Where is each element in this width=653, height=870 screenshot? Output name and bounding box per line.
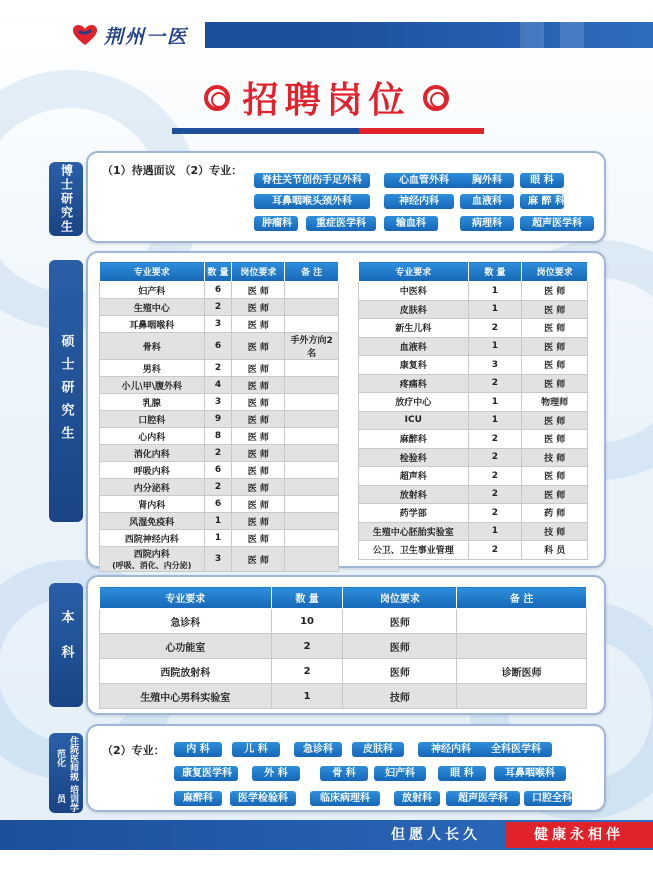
table-cell: 医 师 xyxy=(522,467,588,486)
table-cell: 医 师 xyxy=(232,428,285,445)
table-cell: 西院放射科 xyxy=(100,659,272,684)
table-row xyxy=(359,282,588,301)
specialty-tag: 眼 科 xyxy=(520,173,564,188)
phd-label: 博士研究生 xyxy=(59,164,74,234)
table-cell: 皮肤科 xyxy=(359,300,469,319)
table-cell xyxy=(285,394,339,411)
table-cell xyxy=(457,684,587,709)
table-cell: 康复科 xyxy=(359,356,469,375)
table-row xyxy=(100,530,339,547)
table-cell: 1 xyxy=(468,300,522,319)
table-cell: 放射科 xyxy=(359,485,469,504)
table-cell: 风湿免疫科 xyxy=(100,513,205,530)
table-cell: 急诊科 xyxy=(100,609,272,634)
specialty-tag: 外 科 xyxy=(252,766,300,781)
table-cell: 1 xyxy=(204,513,232,530)
column-header: 岗位要求 xyxy=(232,262,285,282)
resident-label-sub: 培训学员 xyxy=(55,785,78,813)
table-cell: 6 xyxy=(204,282,232,299)
table-cell: 麻醉科 xyxy=(359,430,469,449)
title-underline-blue xyxy=(172,128,359,134)
table-cell: 3 xyxy=(204,394,232,411)
table-row xyxy=(100,479,339,496)
table-row xyxy=(359,411,588,430)
table-cell: 内分泌科 xyxy=(100,479,205,496)
table-row xyxy=(100,496,339,513)
table-cell-subnote: (呼吸、消化、内分泌) xyxy=(112,561,192,570)
column-header: 专业要求 xyxy=(100,587,272,609)
table-cell: 耳鼻咽喉科 xyxy=(100,316,205,333)
specialty-tag: 神经内科 xyxy=(384,194,454,209)
master-panel xyxy=(86,251,606,568)
table-cell: 男科 xyxy=(100,360,205,377)
footer-margin xyxy=(0,850,653,870)
table-row xyxy=(359,393,588,412)
table-cell: 6 xyxy=(204,462,232,479)
table-row xyxy=(359,448,588,467)
table-row xyxy=(359,467,588,486)
table-cell: 2 xyxy=(271,659,343,684)
table-cell: 2 xyxy=(204,445,232,462)
column-header: 数 量 xyxy=(271,587,343,609)
table-cell: 2 xyxy=(204,299,232,316)
table-row xyxy=(100,445,339,462)
table-row xyxy=(100,316,339,333)
table-cell: 2 xyxy=(468,485,522,504)
table-cell: 心内科 xyxy=(100,428,205,445)
table-row xyxy=(100,333,339,360)
specialty-tag: 麻醉科 xyxy=(174,791,222,806)
table-cell: 医 师 xyxy=(522,282,588,301)
table-cell: 技 师 xyxy=(522,448,588,467)
specialty-tag: 胸外科 xyxy=(460,173,514,188)
section-label-resident xyxy=(49,733,83,813)
table-cell: 8 xyxy=(204,428,232,445)
table-cell: 药学部 xyxy=(359,504,469,523)
table-cell: 乳腺 xyxy=(100,394,205,411)
specialty-tag: 临床病理科 xyxy=(310,791,380,806)
table-row xyxy=(359,319,588,338)
specialty-tag: 麻 醉 科 xyxy=(520,194,564,209)
bachelor-panel xyxy=(86,575,606,715)
table-row xyxy=(100,634,587,659)
table-cell: 医 师 xyxy=(232,530,285,547)
table-cell xyxy=(285,445,339,462)
hospital-name: 荆州一医 xyxy=(104,25,189,48)
table-cell xyxy=(285,299,339,316)
table-row xyxy=(359,485,588,504)
table-cell: 医 师 xyxy=(232,333,285,360)
table-cell: 医 师 xyxy=(522,374,588,393)
table-row xyxy=(100,282,339,299)
table-cell: 诊断医师 xyxy=(457,659,587,684)
resident-panel xyxy=(86,724,606,812)
table-row xyxy=(100,428,339,445)
table-cell: 生殖中心胚胎实验室 xyxy=(359,522,469,541)
table-cell xyxy=(285,411,339,428)
table-cell: 超声科 xyxy=(359,467,469,486)
specialty-tag: 口腔全科 xyxy=(524,791,572,806)
table-row xyxy=(100,659,587,684)
table-cell: 医 师 xyxy=(522,356,588,375)
table-cell: 心功能室 xyxy=(100,634,272,659)
heart-logo-icon xyxy=(72,24,98,46)
table-cell: 骨科 xyxy=(100,333,205,360)
specialty-tag: 儿 科 xyxy=(232,742,280,757)
table-cell: 医 师 xyxy=(522,319,588,338)
table-cell: 1 xyxy=(204,530,232,547)
slogan-right: 健康永相伴 xyxy=(505,822,653,848)
table-cell: 医 师 xyxy=(522,485,588,504)
table-cell: 医 师 xyxy=(232,496,285,513)
table-cell: 1 xyxy=(468,337,522,356)
table-row xyxy=(100,684,587,709)
specialty-tag: 医学检验科 xyxy=(230,791,296,806)
specialty-tag: 全科医学科 xyxy=(480,742,552,757)
resident-label-main: 住院医师规范化 xyxy=(55,735,78,781)
table-cell: 医 师 xyxy=(232,445,285,462)
table-cell: 1 xyxy=(468,522,522,541)
table-cell xyxy=(285,479,339,496)
specialty-tag: 急诊科 xyxy=(294,742,342,757)
table-cell xyxy=(457,634,587,659)
table-row xyxy=(100,394,339,411)
circle-ornament-icon xyxy=(204,85,230,111)
table-cell: 医 师 xyxy=(232,479,285,496)
table-cell: 消化内科 xyxy=(100,445,205,462)
table-cell: 科 员 xyxy=(522,541,588,560)
table-cell: ICU xyxy=(359,411,469,430)
table-cell: 生殖中心男科实验室 xyxy=(100,684,272,709)
table-cell: 生殖中心 xyxy=(100,299,205,316)
specialty-tag: 骨 科 xyxy=(320,766,368,781)
table-cell: 西院内科 (呼吸、消化、内分泌) xyxy=(100,547,205,572)
column-header: 专业要求 xyxy=(359,262,469,282)
column-header: 备 注 xyxy=(285,262,339,282)
phd-panel xyxy=(86,151,606,243)
table-cell: 医 师 xyxy=(232,316,285,333)
table-row xyxy=(359,300,588,319)
specialty-tag: 病理科 xyxy=(460,216,514,231)
table-cell: 1 xyxy=(271,684,343,709)
hospital-logo xyxy=(72,22,188,48)
table-cell xyxy=(285,462,339,479)
table-cell: 检验科 xyxy=(359,448,469,467)
table-cell: 3 xyxy=(204,316,232,333)
banner-stripe xyxy=(520,22,544,48)
slogan-left: 但愿人长久 xyxy=(391,827,481,843)
table-cell xyxy=(457,609,587,634)
table-cell xyxy=(285,428,339,445)
specialty-tag: 肿瘤科 xyxy=(254,216,298,231)
table-cell xyxy=(285,282,339,299)
table-cell: 1 xyxy=(468,411,522,430)
table-cell: 呼吸内科 xyxy=(100,462,205,479)
table-cell: 医师 xyxy=(343,609,457,634)
master-label: 硕士研究生 xyxy=(58,333,74,449)
table-cell: 10 xyxy=(271,609,343,634)
table-cell: 3 xyxy=(468,356,522,375)
table-cell: 医 师 xyxy=(232,513,285,530)
master-table-right xyxy=(358,261,588,560)
specialty-tag: 妇产科 xyxy=(374,766,426,781)
specialty-tag: 放射科 xyxy=(394,791,440,806)
table-row xyxy=(359,337,588,356)
bachelor-label: 本科 xyxy=(58,610,74,680)
specialty-tag: 心血管外科 xyxy=(384,173,464,188)
table-cell: 公卫、卫生事业管理 xyxy=(359,541,469,560)
table-cell: 3 xyxy=(204,547,232,572)
specialty-tag: 超声医学科 xyxy=(446,791,520,806)
table-cell: 放疗中心 xyxy=(359,393,469,412)
table-cell: 医 师 xyxy=(232,282,285,299)
banner-stripe xyxy=(560,22,584,48)
table-cell: 4 xyxy=(204,377,232,394)
table-cell: 2 xyxy=(468,541,522,560)
table-cell: 2 xyxy=(204,479,232,496)
table-cell: 2 xyxy=(468,504,522,523)
table-cell xyxy=(285,377,339,394)
specialty-tag: 超声医学科 xyxy=(520,216,594,231)
table-row xyxy=(359,374,588,393)
table-row xyxy=(100,360,339,377)
specialty-tag: 耳鼻咽喉头颈外科 xyxy=(254,194,370,209)
table-cell: 医 师 xyxy=(522,411,588,430)
specialty-tag: 输血科 xyxy=(384,216,438,231)
table-cell: 小儿\甲\腹外科 xyxy=(100,377,205,394)
table-row xyxy=(359,356,588,375)
table-cell: 2 xyxy=(468,319,522,338)
title-text: 招聘岗位 xyxy=(242,79,411,121)
table-cell: 肾内科 xyxy=(100,496,205,513)
table-cell: 技 师 xyxy=(522,522,588,541)
table-cell: 医 师 xyxy=(232,411,285,428)
table-cell: 技师 xyxy=(343,684,457,709)
specialty-tag: 内 科 xyxy=(174,742,222,757)
table-row xyxy=(359,541,588,560)
specialty-tag: 耳鼻咽喉科 xyxy=(494,766,566,781)
section-label-bachelor xyxy=(49,583,83,707)
table-row xyxy=(100,462,339,479)
bachelor-table xyxy=(99,586,587,709)
table-cell: 6 xyxy=(204,496,232,513)
table-cell: 9 xyxy=(204,411,232,428)
table-cell: 疼痛科 xyxy=(359,374,469,393)
table-cell: 2 xyxy=(271,634,343,659)
table-cell xyxy=(285,496,339,513)
column-header: 岗位要求 xyxy=(522,262,588,282)
column-header: 数 量 xyxy=(204,262,232,282)
table-row xyxy=(100,411,339,428)
specialty-tag: 脊柱关节创伤手足外科 xyxy=(254,173,370,188)
table-row xyxy=(359,430,588,449)
table-cell: 医 师 xyxy=(232,547,285,572)
table-cell: 6 xyxy=(204,333,232,360)
table-cell: 口腔科 xyxy=(100,411,205,428)
specialty-tag: 血液科 xyxy=(460,194,514,209)
table-cell: 物理师 xyxy=(522,393,588,412)
specialty-tag: 眼 科 xyxy=(438,766,486,781)
specialty-tag: 皮肤科 xyxy=(352,742,404,757)
table-cell: 西院神经内科 xyxy=(100,530,205,547)
table-cell: 中医科 xyxy=(359,282,469,301)
column-header: 数 量 xyxy=(468,262,522,282)
table-row xyxy=(100,299,339,316)
table-row xyxy=(100,513,339,530)
table-cell xyxy=(285,530,339,547)
table-cell: 2 xyxy=(468,448,522,467)
specialty-tag: 重症医学科 xyxy=(306,216,376,231)
table-cell: 医 师 xyxy=(522,300,588,319)
page-title xyxy=(204,72,448,123)
table-cell: 2 xyxy=(468,430,522,449)
column-header: 备 注 xyxy=(457,587,587,609)
table-row xyxy=(100,609,587,634)
table-cell: 医 师 xyxy=(232,394,285,411)
table-row xyxy=(359,522,588,541)
table-cell: 2 xyxy=(204,360,232,377)
table-cell: 医 师 xyxy=(522,430,588,449)
table-cell: 医师 xyxy=(343,659,457,684)
column-header: 岗位要求 xyxy=(343,587,457,609)
table-row xyxy=(100,377,339,394)
column-header: 专业要求 xyxy=(100,262,205,282)
table-cell: 2 xyxy=(468,467,522,486)
table-cell xyxy=(285,360,339,377)
table-cell xyxy=(285,513,339,530)
circle-ornament-icon xyxy=(423,85,449,111)
table-cell: 2 xyxy=(468,374,522,393)
table-cell: 医 师 xyxy=(232,360,285,377)
table-cell xyxy=(285,316,339,333)
resident-tag-list xyxy=(88,726,608,814)
table-cell: 药 师 xyxy=(522,504,588,523)
title-underline-red xyxy=(359,128,484,134)
table-cell: 1 xyxy=(468,282,522,301)
table-cell xyxy=(285,547,339,572)
table-cell: 1 xyxy=(468,393,522,412)
table-cell: 手外方向2名 xyxy=(285,333,339,360)
table-cell: 新生儿科 xyxy=(359,319,469,338)
table-row xyxy=(100,547,339,572)
specialty-tag: 康复医学科 xyxy=(174,766,238,781)
section-label-phd xyxy=(49,162,83,236)
table-cell: 医师 xyxy=(343,634,457,659)
title-underline xyxy=(172,128,484,134)
section-label-master xyxy=(49,260,83,522)
phd-terms: （1）待遇面议 （2）专业： xyxy=(102,164,243,177)
master-table-left xyxy=(99,261,339,572)
table-cell: 妇产科 xyxy=(100,282,205,299)
table-cell: 血液科 xyxy=(359,337,469,356)
resident-terms: （2）专业： xyxy=(102,744,165,757)
table-cell: 医 师 xyxy=(522,337,588,356)
table-cell: 医 师 xyxy=(232,462,285,479)
table-row xyxy=(359,504,588,523)
specialty-tag: 神经内科 xyxy=(418,742,484,757)
table-cell: 医 师 xyxy=(232,299,285,316)
phd-tag-list xyxy=(88,153,608,245)
page-title-area xyxy=(0,72,653,123)
table-cell: 医 师 xyxy=(232,377,285,394)
